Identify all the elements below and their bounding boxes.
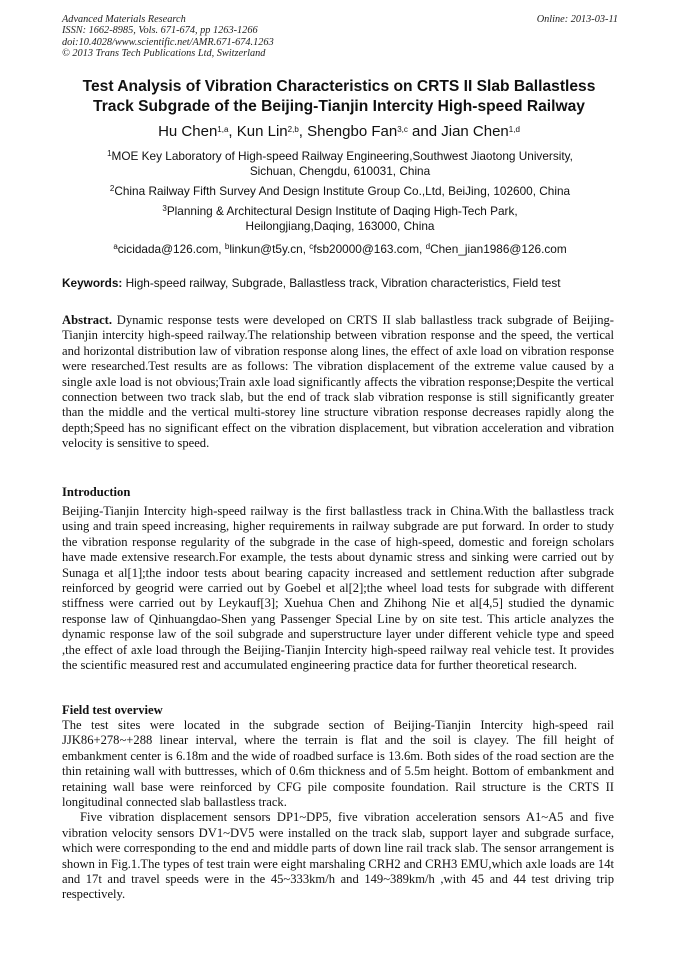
email-link[interactable]: linkun@t5y.cn: [229, 242, 303, 256]
email-sup: b: [224, 242, 230, 251]
keywords-label: Keywords:: [62, 276, 123, 290]
affiliation-3: [62, 204, 618, 234]
title-line-1: Test Analysis of Vibration Characteristics on CRTS II Slab Ballastless: [82, 78, 596, 95]
author-affiliation-sup: 1,a: [217, 125, 229, 134]
author-list: [50, 122, 628, 142]
journal-name: Advanced Materials Research: [62, 14, 186, 25]
email-link[interactable]: cicidada@126.com: [117, 242, 219, 256]
affiliation-line: MOE Key Laboratory of High-speed Railway Engineering,Southwest Jiaotong University,: [111, 149, 573, 163]
affiliation-line: Sichuan, Chengdu, 610031, China: [249, 164, 431, 178]
author-name: Shengbo Fan: [307, 123, 398, 140]
paper-title: [50, 77, 628, 117]
author-affiliation-sup: 2,b: [287, 125, 299, 134]
email-sup: c: [309, 242, 314, 251]
introduction-paragraph: Beijing-Tianjin Intercity high-speed railway is the first ballastless track in China.With the ballastless track using and train speed increasing, higher requirements in railway subgrade are put forward. In order to study the vibration response regularity of the subgrade in the case of high-speed, domestic and foreign scholars have made extensive research.For example, the tests about dynamic stress and sinking were carried out by Sunaga et al[1];the indoor tests about bearing capacity increased and settlement reduction after subgrade reinforced by geogrid were carried out by Goebel et al[2];the wheel load tests for subgrade with different stiffness were carried out by Leykauf[3]; Xuehua Chen and Zhihong Nie et al[4,5] studied the dynamic response law of Qinhuangdao-Shen yang Passenger Special Line by on site test. This article analyzes the dynamic response law of the soil subgrade and superstructure layer under different vehicle type and speed ,the effect of axle load through the Beijing-Tianjin Intercity high-speed railway real vehicle test. It provides the scientific measured rest and accumulated engineering practice data for further theoretical research.: [62, 504, 614, 673]
affiliation-line: China Railway Fifth Survey And Design Institute Group Co.,Ltd, BeiJing, 102600, China: [114, 184, 571, 198]
field-test-paragraph-2: Five vibration displacement sensors DP1~DP5, five vibration acceleration sensors A1~A5 and five vibration velocity sensors DV1~DV5 were installed on the track slab, support layer and subgrade surface, which were corresponding to the end and middle parts of down line rail track slab. The sensor arrangement is shown in Fig.1.The types of test train were eight marshaling CRH2 and CRH3 EMU,which axle loads are 14t and 17t and travel speeds were in the 45~333km/h and 149~389km/h ,with 45 and 44 test driving trip respectively.: [62, 810, 614, 902]
affiliation-sup: 1: [107, 149, 112, 158]
author-affiliation-sup: 3,c: [397, 125, 408, 134]
author-affiliation-sup: 1,d: [508, 125, 520, 134]
introduction-heading: Introduction: [62, 485, 131, 499]
title-line-2: Track Subgrade of the Beijing-Tianjin Intercity High-speed Railway: [93, 98, 585, 115]
field-test-paragraph-1: The test sites were located in the subgrade section of Beijing-Tianjin Intercity high-speed rail JJK86+278~+288 linear interval, where the terrain is flat and the soil is clayey. The fill height of embankment center is 6.18m and the wide of roadbed surface is 13.6m. Both sides of the road section are the thin retaining wall with buttresses, which of 0.6m thickness and of 5.5m height. Bottom of embankment and retaining wall base were reinforced by CFG pile composite foundation. Rail structure is the CRTS II longitudinal connected slab ballastless track.: [62, 718, 614, 810]
affiliation-line: Heilongjiang,Daqing, 163000, China: [245, 219, 435, 233]
keywords-text: High-speed railway, Subgrade, Ballastless track, Vibration characteristics, Field test: [122, 276, 561, 290]
affiliation-1: [62, 149, 618, 179]
affiliations: [62, 149, 618, 257]
field-test-heading: Field test overview: [62, 703, 163, 717]
author-name: Hu Chen: [158, 123, 218, 140]
author-name: Jian Chen: [441, 123, 509, 140]
author-name: Kun Lin: [236, 123, 288, 140]
email-sup: d: [425, 242, 431, 251]
author-separator: ,: [228, 123, 237, 140]
affiliation-sup: 3: [162, 204, 167, 213]
email-link[interactable]: fsb20000@163.com: [313, 242, 420, 256]
keywords: [62, 276, 622, 291]
issn-line: ISSN: 1662-8985, Vols. 671-674, pp 1263-1266: [62, 25, 258, 37]
affiliation-2: [62, 184, 618, 199]
email-list: $^a$cicidada@126.com, $^b$linkun@t5y.cn, $^c$fsb20000@163.com, $^d$Chen_jian1986@126.com: [113, 242, 567, 256]
doi-line: doi:10.4028/www.scientific.net/AMR.671-674.1263: [62, 36, 274, 48]
affiliation-sup: 2: [109, 184, 115, 193]
email-link[interactable]: Chen_jian1986@126.com: [430, 242, 567, 256]
journal-header: [62, 14, 618, 60]
affiliation-line: Planning & Architectural Design Institute of Daqing High-Tech Park,: [166, 204, 518, 218]
field-test-section: [62, 718, 614, 903]
abstract-text: Dynamic response tests were developed on CRTS II slab ballastless track subgrade of Beijing-Tianjin intercity high-speed railway.The relationship between vibration response and the speed, the vertical and horizontal distribution law of vibration response along lines, the effect of axle load on vibration response were researched.Test results are as follows: The vibration displacement of the extreme value caused by a single axle load is not obvious;Train axle load significantly affects the vibration response;Despite the vertical connection between two track slab, but the end of track slab vibration response is still significantly greater than the middle and the vertical multi-storey line structure vibration response decreases rapidly along the depth;Speed has no significant effect on the vibration displacement, but vibration acceleration and vibration velocity is sensitive to speed.: [62, 313, 614, 451]
author-separator: ,: [298, 123, 308, 140]
author-separator: and: [407, 123, 442, 140]
abstract-label: Abstract.: [62, 313, 113, 327]
email-sup: a: [113, 242, 118, 251]
abstract: [62, 313, 614, 452]
online-date: Online: 2013-03-11: [536, 14, 618, 25]
copyright-line: © 2013 Trans Tech Publications Ltd, Switzerland: [62, 48, 266, 60]
